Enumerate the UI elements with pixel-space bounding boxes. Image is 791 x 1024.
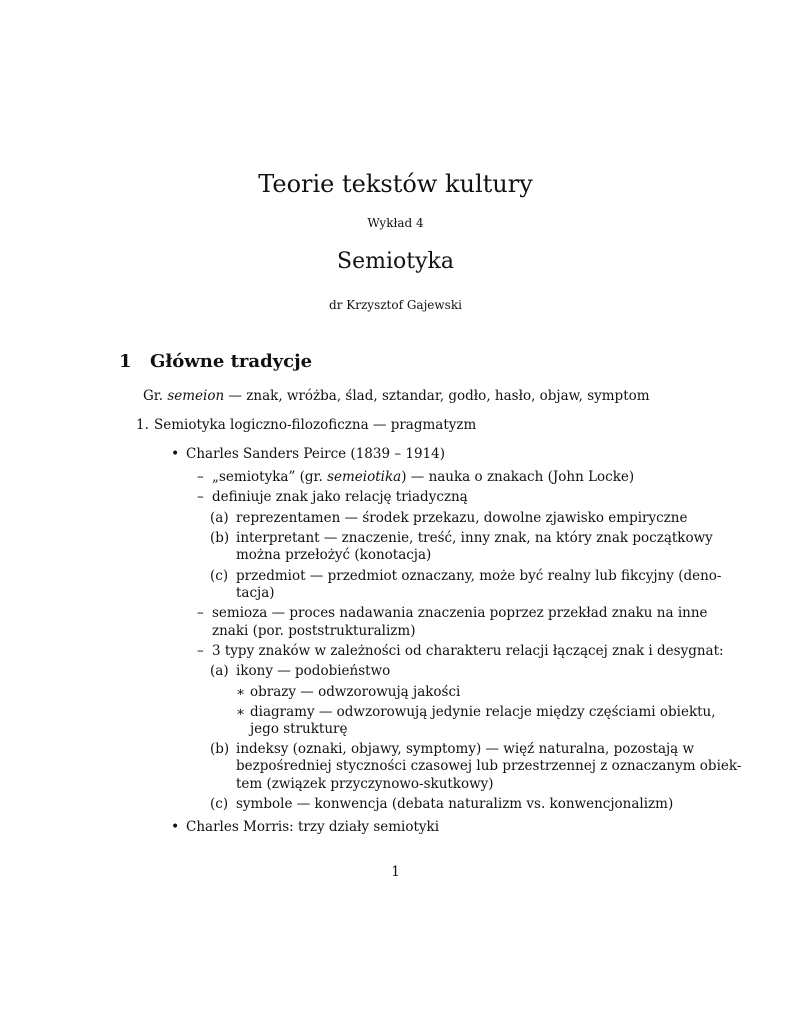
intro-paragraph (143, 387, 650, 406)
star-1-text: obrazy — odwzorowują jakości (250, 684, 461, 700)
dash-1-part-a: „semiotyka” (gr. (212, 469, 328, 485)
type-b-line3: tem (związek przyczynowo-skutkowy) (236, 776, 494, 792)
document-title: Teorie tekstów kultury (258, 170, 533, 198)
lecture-number: Wykład 4 (367, 216, 424, 230)
type-a-marker: (a) (210, 663, 229, 679)
bullet-morris-text: Charles Morris: trzy działy semiotyki (186, 819, 440, 835)
dash-1-text (212, 468, 634, 487)
dash-1-part-b: ) — nauka o znakach (John Locke) (401, 469, 635, 485)
section-title: Główne tradycje (150, 351, 313, 372)
subitem-c-line1: przedmiot — przedmiot oznaczany, może być realny lub fikcyjny (deno- (236, 568, 722, 584)
type-b-line2: bezpośredniej styczności czasowej lub przestrzennej z oznaczanym obiek- (236, 758, 742, 774)
subitem-b-marker: (b) (210, 530, 230, 546)
intro-prefix: Gr. (143, 388, 168, 404)
section-number: 1 (119, 351, 132, 372)
dash-3-line2: znaki (por. poststrukturalizm) (212, 623, 416, 639)
dash-3-line1: semioza — proces nadawania znaczenia poprzez przekład znaku na inne (212, 605, 708, 621)
dash-2-text: definiuje znak jako relację triadyczną (212, 489, 468, 505)
intro-rest: — znak, wróżba, ślad, sztandar, godło, hasło, objaw, symptom (224, 388, 650, 404)
type-b-marker: (b) (210, 741, 230, 757)
page-number: 1 (391, 864, 400, 880)
subitem-c-line2: tacja) (236, 585, 275, 601)
dash-1-term: semeiotika (327, 469, 402, 485)
lecture-subject: Semiotyka (337, 249, 454, 274)
subitem-c-marker: (c) (210, 568, 229, 584)
subitem-b-line1: interpretant — znaczenie, treść, inny znak, na który znak początkowy (236, 530, 713, 546)
author: dr Krzysztof Gajewski (329, 298, 462, 312)
dash-4-text: 3 typy znaków w zależności od charakteru relacji łączącej znak i desygnat: (212, 643, 724, 659)
type-a-text: ikony — podobieństwo (236, 663, 391, 679)
star-1-marker: ∗ (236, 684, 246, 700)
star-2-marker: ∗ (236, 704, 246, 720)
subitem-b-line2: można przełożyć (konotacja) (236, 547, 432, 563)
star-2-line2: jego strukturę (250, 721, 348, 737)
dash-2-marker: – (197, 489, 204, 505)
type-c-marker: (c) (210, 796, 229, 812)
type-c-text: symbole — konwencja (debata naturalizm vs. konwencjonalizm) (236, 796, 674, 812)
subitem-a-marker: (a) (210, 510, 229, 526)
dash-3-marker: – (197, 605, 204, 621)
type-b-line1: indeksy (oznaki, objawy, symptomy) — więź naturalna, pozostają w (236, 741, 695, 757)
dash-1-marker: – (197, 469, 204, 485)
bullet-morris-marker: • (171, 819, 180, 835)
item-1-marker: 1. (136, 417, 149, 433)
intro-term: semeion (167, 388, 225, 404)
subitem-a-text: reprezentamen — środek przekazu, dowolne zjawisko empiryczne (236, 510, 688, 526)
dash-4-marker: – (197, 643, 204, 659)
star-2-line1: diagramy — odwzorowują jedynie relacje między częściami obiektu, (250, 704, 716, 720)
item-1-text: Semiotyka logiczno-filozoficzna — pragmatyzm (154, 417, 477, 433)
bullet-peirce-text: Charles Sanders Peirce (1839 – 1914) (186, 446, 446, 462)
bullet-peirce-marker: • (171, 446, 180, 462)
